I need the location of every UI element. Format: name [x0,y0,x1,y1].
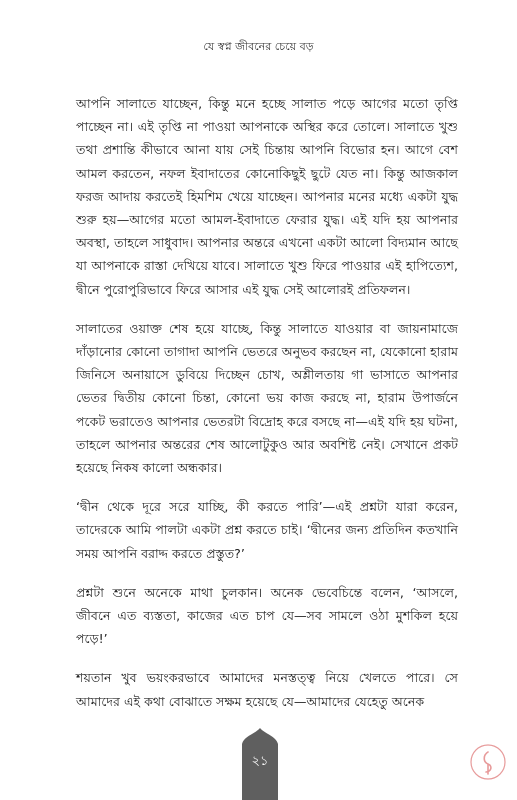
paragraph: প্রশ্নটা শুনে অনেকে মাথা চুলকান। অনেক ভেবেচিন্তে বলেন, ‘আসলে, জীবনে এত ব্যস্ততা, কাজের এত চাপ যে—সব সামলে ওঠা মুশকিল হয়ে পড়ে!’ [76,584,458,647]
paragraph: আপনি সালাতে যাচ্ছেন, কিন্তু মনে হচ্ছে সালাত পড়ে আগের মতো তৃপ্তি পাচ্ছেন না। এই তৃপ্তি না পাওয়া আপনাকে অস্থির করে তোলে। সালাতে খুশু তথা প্রশান্তি কীভাবে আনা যায় সেই চিন্তায় আপনি বিভোর হন। আগে বেশ আমল করতেন, নফল ইবাদাতের কোনোকিছুই ছুটে যেত না। কিন্তু আজকাল ফরজ আদায় করতেই হিমশিম খেয়ে যাচ্ছেন। আপনার মনের মধ্যে একটা যুদ্ধ শুরু হয়—আগের মতো আমল-ইবাদাতে ফেরার যুদ্ধ। এই যদি হয় আপনার অবস্থা, তাহলে সাধুবাদ। আপনার অন্তরে এখনো একটা আলো বিদ্যমান আছে যা আপনাকে রাস্তা দেখিয়ে যাবে। সালাতে খুশু ফিরে পাওয়ার এই হাপিত্যেশ, দ্বীনে পুরোপুরিভাবে ফিরে আসার এই যুদ্ধ সেই আলোরই প্রতিফলন। [76,96,458,297]
paragraph: সালাতের ওয়াক্ত শেষ হয়ে যাচ্ছে, কিন্তু সালাতে যাওয়ার বা জায়নামাজে দাঁড়ানোর কোনো তাগাদা আপনি ভেতরে অনুভব করছেন না, যেকোনো হারাম জিনিসে অনায়াসে ডুবিয়ে দিচ্ছেন চোখ, অশ্লীলতায় গা ভাসাতে আপনার ভেতর দ্বিতীয় কোনো চিন্তা, কোনো ভয় কাজ করছে না, হারাম উপার্জনে পকেট ভরাতেও আপনার ভেতরটা বিদ্রোহ করে বসছে না—এই যদি হয় ঘটনা, তাহলে আপনার অন্তরের শেষ আলোটুকুও আর অবশিষ্ট নেই। সেখানে প্রকট হয়েছে নিকষ কালো অন্ধকার। [76,320,458,476]
page-number: ২১ [251,754,269,769]
running-header: যে স্বপ্ন জীবনের চেয়ে বড় [203,40,314,53]
publisher-logo-icon [469,743,507,781]
body-text [76,92,458,729]
paragraph: শয়তান খুব ভয়ংকরভাবে আমাদের মনস্তত্ত্ব নিয়ে খেলতে পারে। সে আমাদের এই কথা বোঝাতে সক্ষম হয়েছে যে—আমাদের যেহেতু অনেক [76,670,458,709]
paragraph: ‘দ্বীন থেকে দূরে সরে যাচ্ছি, কী করতে পারি’—এই প্রশ্নটা যারা করেন, তাদেরকে আমি পালটা একটা প্রশ্ন করতে চাই। ‘দ্বীনের জন্য প্রতিদিন কতখানি সময় আপনি বরাদ্দ করতে প্রস্তুত?’ [76,499,458,561]
page-number-tab [236,728,284,800]
